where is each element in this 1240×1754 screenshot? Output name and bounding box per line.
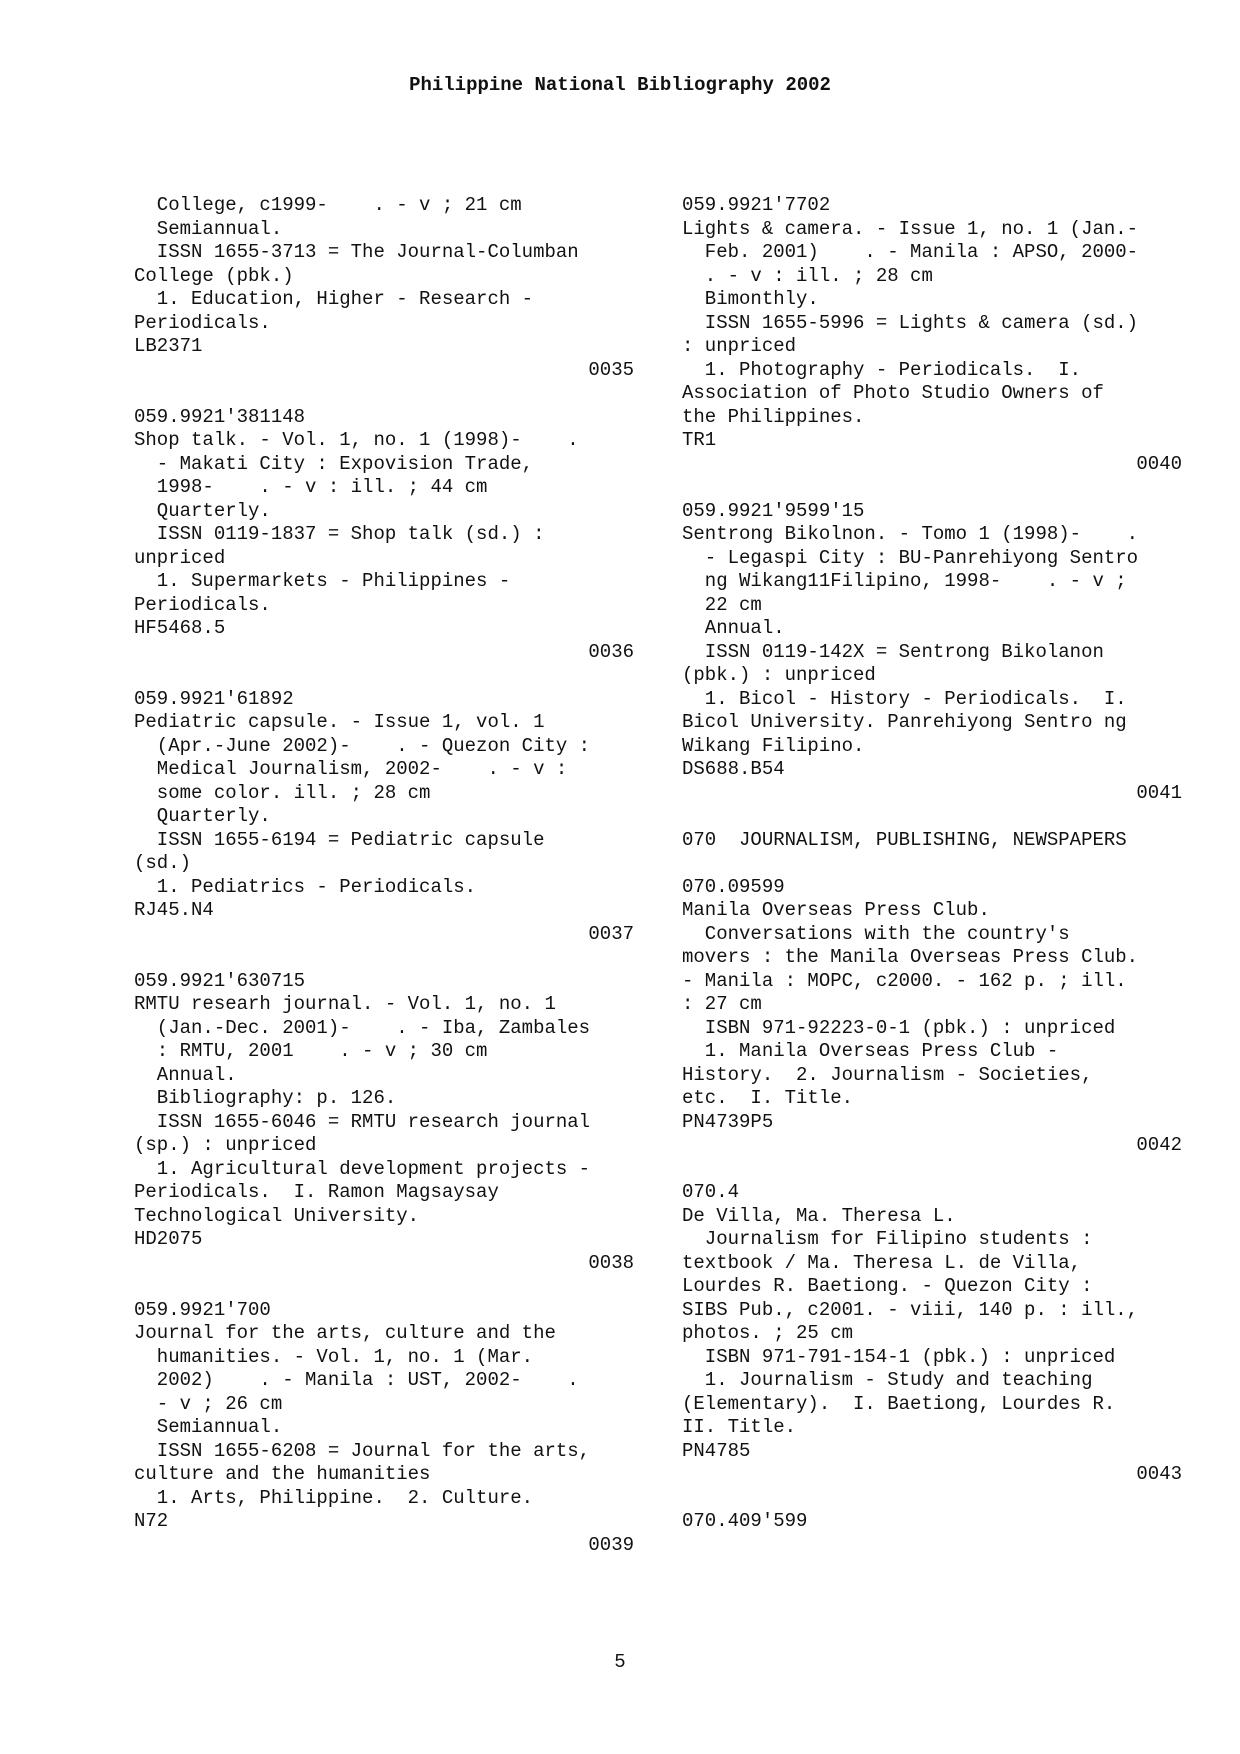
entry-number: 0039 xyxy=(588,1533,634,1556)
text-line: Quarterly. xyxy=(134,499,271,522)
text-line: Semiannual. xyxy=(134,217,283,240)
text-line: some color. ill. ; 28 cm xyxy=(134,781,431,804)
text-line: ISSN 1655-6046 = RMTU research journal xyxy=(134,1110,591,1133)
text-line: Pediatric capsule. - Issue 1, vol. 1 xyxy=(134,711,545,733)
text-line: 22 cm xyxy=(682,593,762,616)
text-line: - Makati City : Expovision Trade, xyxy=(134,452,534,475)
text-line: Conversations with the country's xyxy=(682,922,1070,945)
text-line: - Legaspi City : BU-Panrehiyong Sentro xyxy=(682,546,1139,569)
text-line: RJ45.N4 xyxy=(134,899,214,921)
text-line: Quarterly. xyxy=(134,805,271,827)
text-line: Bibliography: p. 126. xyxy=(134,1087,397,1109)
entry-number: 0040 xyxy=(1136,452,1182,475)
text-line: : unpriced xyxy=(682,335,797,357)
text-line: ISBN 971-92223-0-1 (pbk.) : unpriced xyxy=(682,1016,1116,1039)
text-line: 059.9921'61892 xyxy=(134,687,294,710)
text-line: 070.09599 xyxy=(682,875,785,898)
text-line: PN4785 xyxy=(682,1439,751,1462)
text-line: (Elementary). I. Baetiong, Lourdes R. xyxy=(682,1392,1116,1415)
text-line: RMTU researh journal. - Vol. 1, no. 1 xyxy=(134,993,556,1015)
text-line: ISSN 1655-6194 = Pediatric capsule xyxy=(134,828,545,851)
text-line: Lights & camera. - Issue 1, no. 1 (Jan.- xyxy=(682,217,1139,240)
text-line: College, c1999- . - v ; 21 cm xyxy=(134,194,522,216)
text-line: : RMTU, 2001 . - v ; 30 cm xyxy=(134,1040,488,1062)
blank-line xyxy=(134,1275,634,1299)
text-line: - v ; 26 cm xyxy=(134,1392,283,1415)
text-line: College (pbk.) xyxy=(134,264,294,287)
text-line: Bimonthly. xyxy=(682,288,819,310)
page-number: 5 xyxy=(614,1651,626,1673)
text-line: - Manila : MOPC, c2000. - 162 p. ; ill. xyxy=(682,969,1127,992)
text-line: movers : the Manila Overseas Press Club. xyxy=(682,946,1139,968)
text-line: 1. Agricultural development projects - xyxy=(134,1157,591,1180)
text-line: Feb. 2001) . - Manila : APSO, 2000- xyxy=(682,241,1139,263)
entry-number: 0043 xyxy=(1136,1463,1182,1485)
blank-line xyxy=(682,1487,1182,1511)
text-line: 070.4 xyxy=(682,1181,740,1203)
text-line: II. Title. xyxy=(682,1416,797,1438)
text-line: 1. Supermarkets - Philippines - xyxy=(134,570,511,592)
text-line: Periodicals. xyxy=(134,593,271,616)
text-line: Technological University. xyxy=(134,1204,420,1227)
text-line: DS688.B54 xyxy=(682,758,785,780)
text-line: 1998- . - v : ill. ; 44 cm xyxy=(134,476,488,498)
text-line: ISBN 971-791-154-1 (pbk.) : unpriced xyxy=(682,1345,1116,1368)
entry-number: 0038 xyxy=(588,1251,634,1274)
text-line: the Philippines. xyxy=(682,405,865,428)
text-line: 1. Manila Overseas Press Club - xyxy=(682,1040,1059,1062)
blank-line xyxy=(682,1158,1182,1182)
text-line: 1. Pediatrics - Periodicals. xyxy=(134,875,477,898)
text-line: ISSN 1655-3713 = The Journal-Columban xyxy=(134,241,579,263)
text-line: (Apr.-June 2002)- . - Quezon City : xyxy=(134,734,591,757)
text-line: 1. Photography - Periodicals. I. xyxy=(682,358,1082,381)
text-line: humanities. - Vol. 1, no. 1 (Mar. xyxy=(134,1345,534,1368)
text-line: 070 JOURNALISM, PUBLISHING, NEWSPAPERS xyxy=(682,828,1127,851)
entry-number: 0036 xyxy=(588,640,634,663)
text-line: 1. Journalism - Study and teaching xyxy=(682,1369,1093,1391)
text-line: ISSN 1655-5996 = Lights & camera (sd.) xyxy=(682,311,1139,334)
blank-line xyxy=(134,946,634,970)
blank-line xyxy=(682,805,1182,829)
entry-number: 0037 xyxy=(588,922,634,945)
blank-line xyxy=(682,852,1182,876)
text-line: 059.9921'700 xyxy=(134,1298,271,1321)
text-line: unpriced xyxy=(134,546,226,569)
text-line: Association of Photo Studio Owners of xyxy=(682,382,1104,404)
text-line: Medical Journalism, 2002- . - v : xyxy=(134,758,568,780)
text-line: Annual. xyxy=(134,1063,237,1086)
text-line: ng Wikang11Filipino, 1998- . - v ; xyxy=(682,570,1127,592)
entry-number: 0041 xyxy=(1136,781,1182,804)
text-line: culture and the humanities xyxy=(134,1463,431,1485)
text-line: . - v : ill. ; 28 cm xyxy=(682,264,933,287)
text-line: History. 2. Journalism - Societies, xyxy=(682,1063,1093,1086)
text-line: 1. Arts, Philippine. 2. Culture. xyxy=(134,1486,534,1509)
text-line: Periodicals. I. Ramon Magsaysay xyxy=(134,1181,499,1203)
blank-line xyxy=(134,664,634,688)
text-line: LB2371 xyxy=(134,335,203,357)
text-line: ISSN 0119-1837 = Shop talk (sd.) : xyxy=(134,523,545,545)
text-line: Shop talk. - Vol. 1, no. 1 (1998)- . xyxy=(134,429,579,451)
text-line: : 27 cm xyxy=(682,993,762,1015)
entry-number: 0035 xyxy=(588,358,634,381)
text-line: 059.9921'381148 xyxy=(134,405,306,428)
left-column xyxy=(134,194,634,1557)
text-line: Lourdes R. Baetiong. - Quezon City : xyxy=(682,1275,1093,1297)
blank-line xyxy=(134,382,634,406)
text-line: Semiannual. xyxy=(134,1416,283,1438)
text-line: 059.9921'7702 xyxy=(682,194,831,216)
text-line: (sp.) : unpriced xyxy=(134,1134,317,1156)
text-line: Periodicals. xyxy=(134,311,271,334)
text-line: Manila Overseas Press Club. xyxy=(682,899,990,921)
right-column xyxy=(682,194,1182,1534)
text-line: Sentrong Bikolnon. - Tomo 1 (1998)- . xyxy=(682,523,1139,545)
text-line: textbook / Ma. Theresa L. de Villa, xyxy=(682,1251,1082,1274)
entry-number: 0042 xyxy=(1136,1134,1182,1156)
text-line: ISSN 1655-6208 = Journal for the arts, xyxy=(134,1439,591,1462)
text-line: 059.9921'630715 xyxy=(134,969,306,992)
text-line: HF5468.5 xyxy=(134,617,226,639)
text-line: Annual. xyxy=(682,617,785,639)
text-line: Bicol University. Panrehiyong Sentro ng xyxy=(682,711,1127,733)
text-line: Journal for the arts, culture and the xyxy=(134,1322,556,1344)
text-line: SIBS Pub., c2001. - viii, 140 p. : ill., xyxy=(682,1298,1139,1321)
text-line: 2002) . - Manila : UST, 2002- . xyxy=(134,1369,579,1391)
text-line: Wikang Filipino. xyxy=(682,734,865,757)
text-line: Journalism for Filipino students : xyxy=(682,1228,1093,1250)
text-line: ISSN 0119-142X = Sentrong Bikolanon xyxy=(682,640,1104,663)
text-line: TR1 xyxy=(682,429,717,451)
text-line: (Jan.-Dec. 2001)- . - Iba, Zambales xyxy=(134,1016,591,1039)
text-line: 1. Bicol - History - Periodicals. I. xyxy=(682,687,1127,710)
text-line: etc. I. Title. xyxy=(682,1087,854,1109)
text-line: 070.409'599 xyxy=(682,1510,808,1532)
text-line: N72 xyxy=(134,1510,169,1532)
text-line: 059.9921'9599'15 xyxy=(682,499,865,522)
text-line: photos. ; 25 cm xyxy=(682,1322,854,1344)
text-line: (pbk.) : unpriced xyxy=(682,664,876,686)
text-line: De Villa, Ma. Theresa L. xyxy=(682,1204,956,1227)
text-line: PN4739P5 xyxy=(682,1110,774,1133)
text-line: (sd.) xyxy=(134,852,192,874)
blank-line xyxy=(682,476,1182,500)
text-line: 1. Education, Higher - Research - xyxy=(134,288,534,310)
page-title: Philippine National Bibliography 2002 xyxy=(409,74,831,96)
text-line: HD2075 xyxy=(134,1228,203,1250)
